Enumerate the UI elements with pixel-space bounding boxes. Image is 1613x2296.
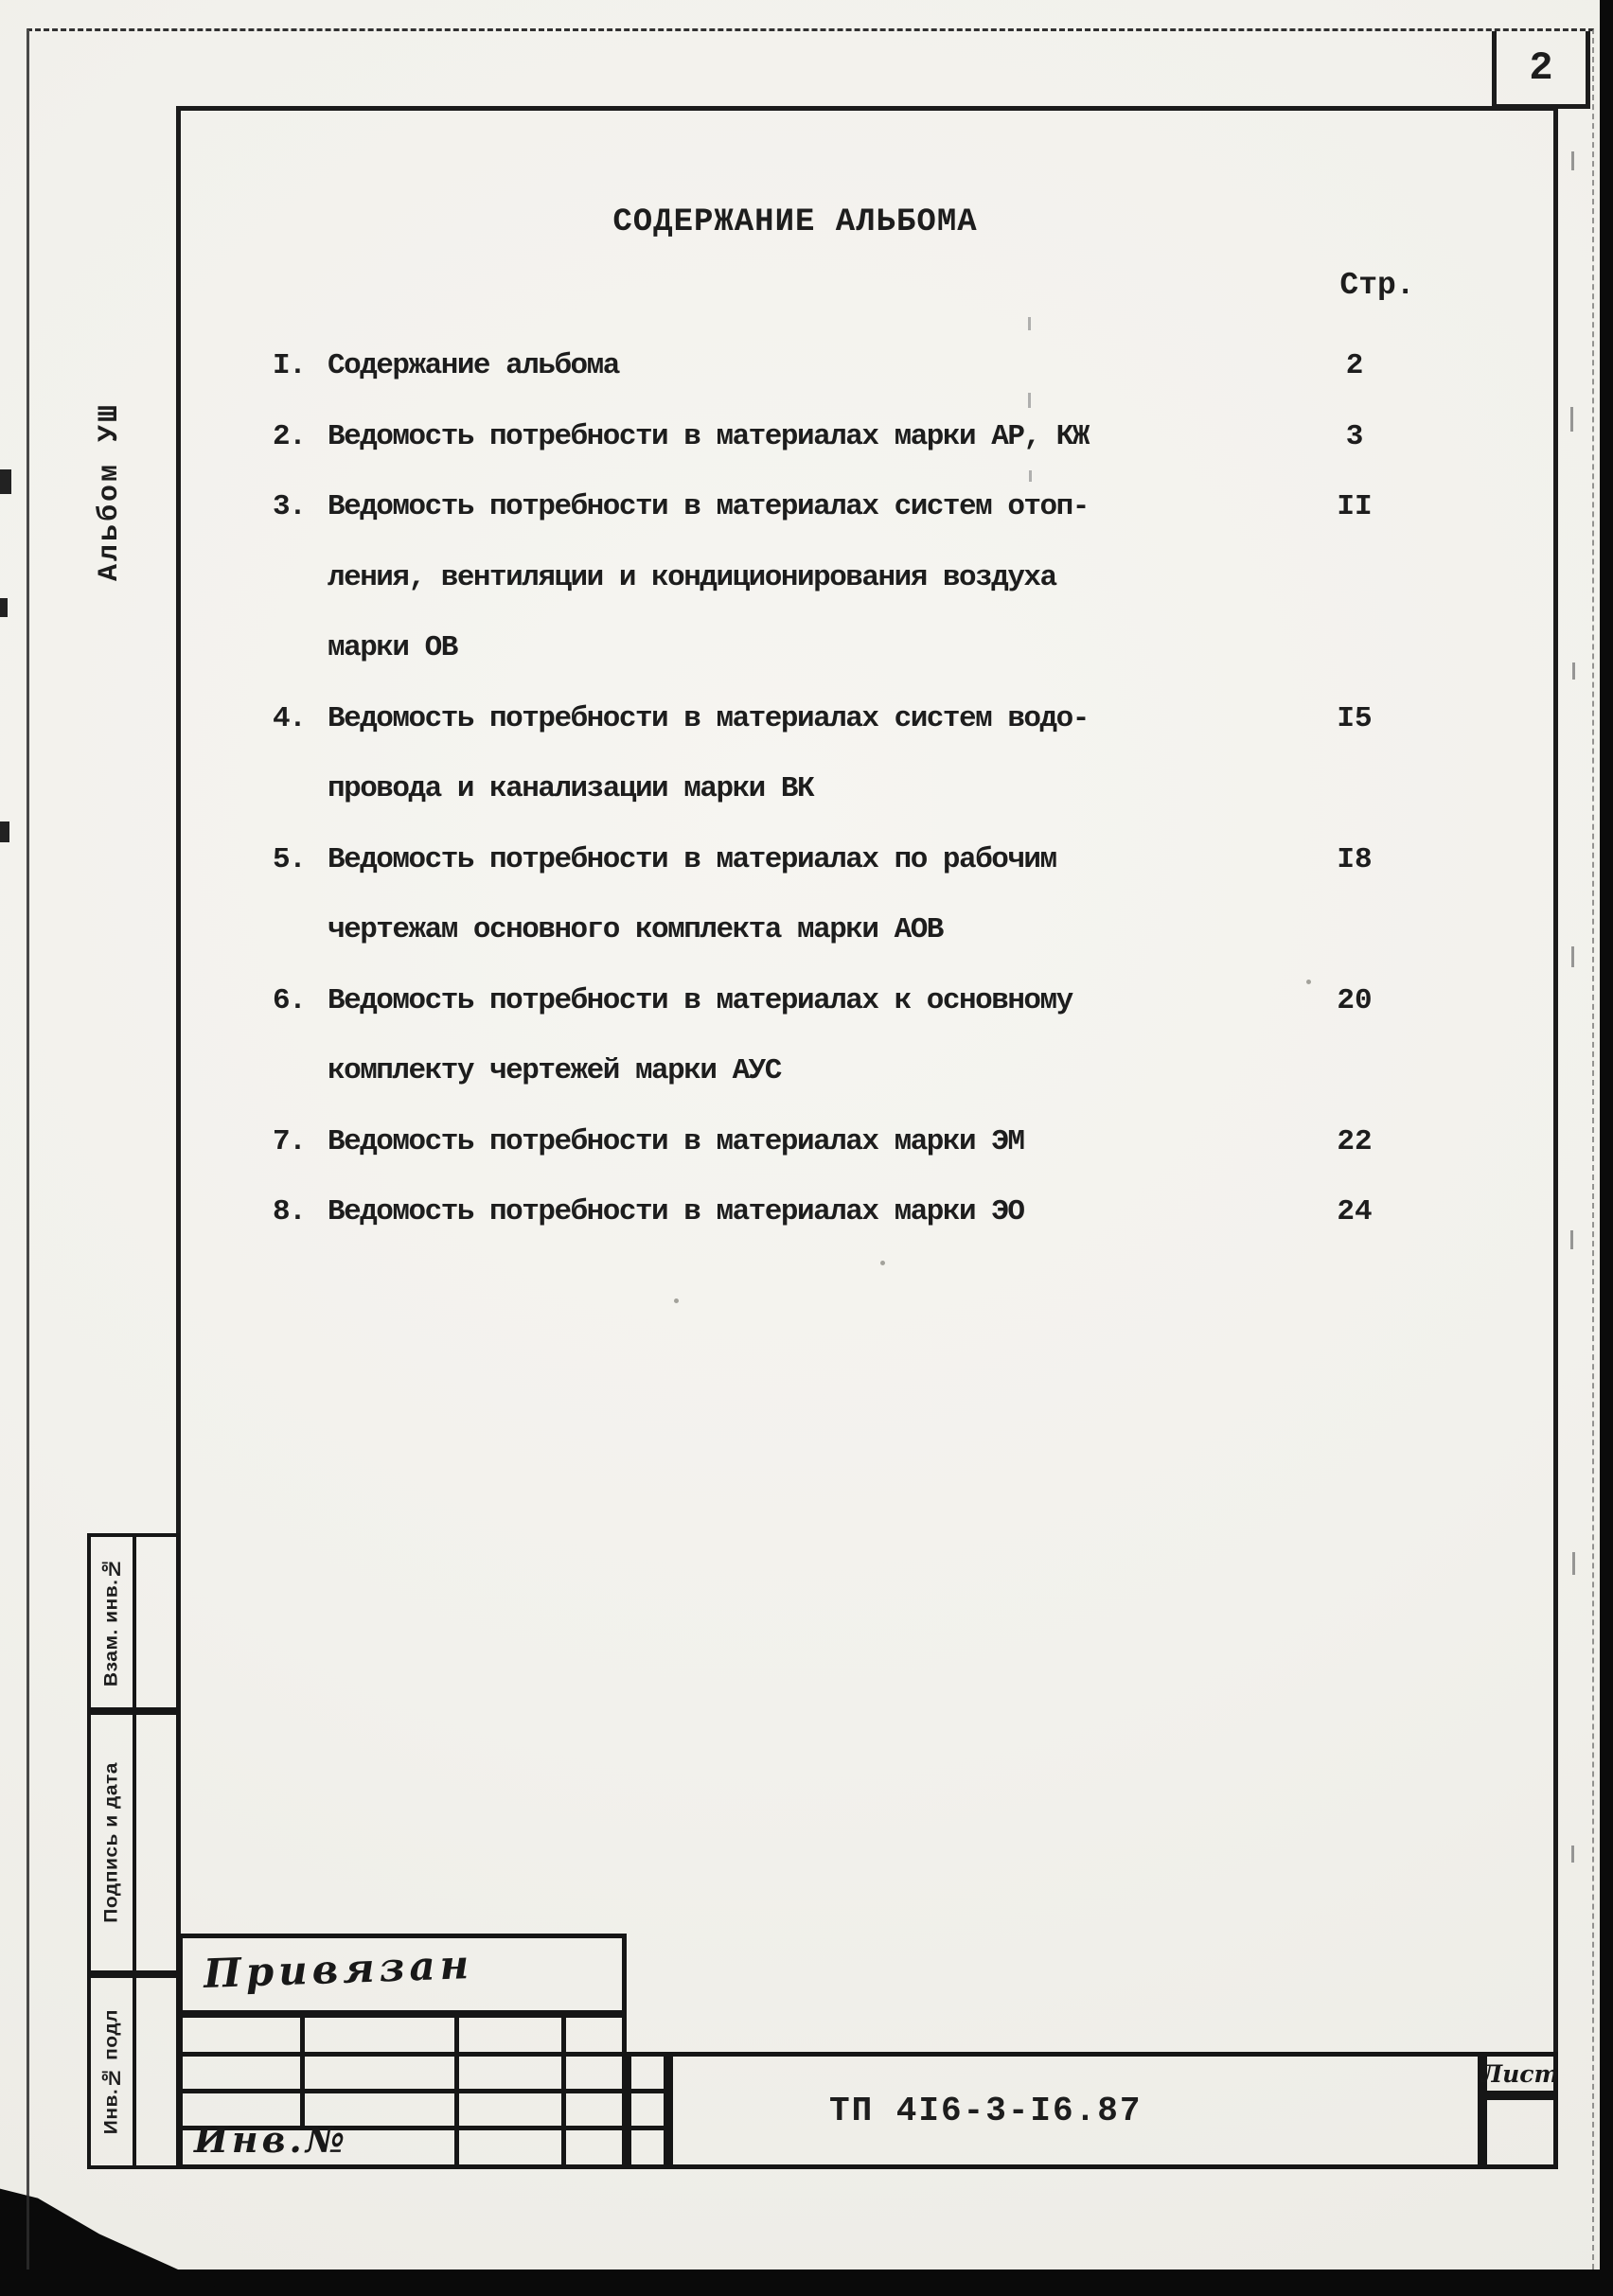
album-label-text: Альбом УШ bbox=[94, 402, 126, 582]
toc-item-number: 8. bbox=[273, 1195, 306, 1228]
toc-title: СОДЕРЖАНИЕ АЛЬБОМА bbox=[612, 204, 978, 240]
toc-item bbox=[273, 1177, 1446, 1248]
toc-item-line: комплекту чертежей марки АУС bbox=[328, 1054, 781, 1087]
toc-item-number: 4. bbox=[273, 701, 306, 735]
toc-item-text bbox=[328, 825, 1293, 966]
stamp-label: Взам. инв.№ bbox=[100, 1557, 122, 1687]
document-number-cell bbox=[668, 2052, 1482, 2169]
stamp-empty-cell bbox=[136, 1715, 176, 1970]
toc-item-page: 3 bbox=[1345, 419, 1364, 453]
toc-item-page: 2 bbox=[1345, 349, 1364, 382]
toc-item-number: 6. bbox=[273, 983, 306, 1017]
toc-item bbox=[273, 472, 1446, 684]
pinned-handwriting: Привязан bbox=[203, 1941, 475, 1997]
grid-line bbox=[631, 2089, 664, 2093]
toc-item-text bbox=[328, 1107, 1293, 1178]
toc-item bbox=[273, 825, 1446, 966]
stamp-label: Подпись и дата bbox=[100, 1762, 122, 1923]
toc-item-line: Ведомость потребности в материалах марки АР, КЖ bbox=[328, 419, 1089, 453]
grid-line bbox=[183, 2089, 622, 2093]
titleblock-pinned-cell bbox=[178, 1934, 627, 2015]
toc-item-text bbox=[328, 966, 1293, 1107]
stamp-empty-cell bbox=[136, 1978, 176, 2165]
scan-edge-mark bbox=[0, 821, 9, 842]
toc-item-line: Ведомость потребности в материалах систем отоп- bbox=[328, 490, 1089, 523]
toc-item-line: Ведомость потребности в материалах по рабочим bbox=[328, 842, 1056, 876]
toc-item-line: Содержание альбома bbox=[328, 349, 619, 382]
toc-item bbox=[273, 331, 1446, 402]
stamp-empty-cell bbox=[136, 1537, 176, 1707]
document-number: ТП 4I6-3-I6.87 bbox=[829, 2091, 1143, 2130]
toc-item-number: 7. bbox=[273, 1124, 306, 1158]
toc-item-page: II bbox=[1337, 490, 1373, 523]
stamp-box-vzam-inv bbox=[87, 1533, 180, 1711]
toc-item bbox=[273, 1107, 1446, 1178]
toc-item bbox=[273, 402, 1446, 473]
sheet-number-cell bbox=[1482, 2095, 1558, 2169]
toc-item-page: 22 bbox=[1337, 1124, 1373, 1158]
toc-item-line: провода и канализации марки ВК bbox=[328, 772, 814, 805]
toc-item-text bbox=[328, 1177, 1293, 1248]
toc-item-number: I. bbox=[273, 349, 306, 382]
toc-item-line: Ведомость потребности в материалах марки ЭМ bbox=[328, 1124, 1024, 1158]
page-number: 2 bbox=[1529, 44, 1553, 91]
grid-line bbox=[183, 2052, 622, 2057]
stamp-label-cell bbox=[91, 1715, 136, 1970]
toc-item-number: 2. bbox=[273, 419, 306, 453]
toc-item bbox=[273, 684, 1446, 825]
toc-item-line: марки ОВ bbox=[328, 631, 457, 664]
toc-item-text bbox=[328, 331, 1293, 402]
toc-item-number: 5. bbox=[273, 842, 306, 876]
album-label bbox=[85, 341, 134, 644]
toc-item-page: I8 bbox=[1337, 842, 1373, 876]
toc-item bbox=[273, 966, 1446, 1107]
toc-item-line: чертежам основного комплекта марки АОВ bbox=[328, 913, 943, 946]
toc-item-page: I5 bbox=[1337, 701, 1373, 735]
toc-item-line: Ведомость потребности в материалах к основному bbox=[328, 983, 1072, 1017]
scan-edge-mark bbox=[0, 598, 8, 617]
page-column-header: Стр. bbox=[1339, 268, 1415, 303]
scan-black-band-bottom bbox=[0, 2270, 1613, 2296]
sheet-label: Лист bbox=[1481, 2059, 1559, 2088]
toc-item-page: 24 bbox=[1337, 1195, 1373, 1228]
toc-item-line: Ведомость потребности в материалах марки ЭО bbox=[328, 1195, 1024, 1228]
inv-number-handwriting: Инв.№ bbox=[194, 2118, 349, 2161]
stamp-box-inv-podl bbox=[87, 1974, 180, 2169]
titleblock-narrow-column bbox=[627, 2052, 668, 2169]
sheet-label-cell bbox=[1482, 2052, 1558, 2095]
stamp-label: Инв.№ подл bbox=[100, 2008, 122, 2135]
stamp-label-cell bbox=[91, 1537, 136, 1707]
toc-item-text bbox=[328, 684, 1293, 825]
toc-item-text bbox=[328, 402, 1293, 473]
toc-item-page: 20 bbox=[1337, 983, 1373, 1017]
stamp-label-cell bbox=[91, 1978, 136, 2165]
toc-item-text bbox=[328, 472, 1293, 684]
scan-black-band-right bbox=[1600, 0, 1613, 2296]
toc-item-line: ления, вентиляции и кондиционирования воздуха bbox=[328, 560, 1056, 594]
page-number-box bbox=[1492, 31, 1590, 109]
scan-edge-mark bbox=[0, 469, 11, 494]
grid-line bbox=[300, 2018, 305, 2126]
toc-item-line: Ведомость потребности в материалах систем водо- bbox=[328, 701, 1089, 735]
toc-list bbox=[273, 331, 1446, 1248]
stamp-box-podpis-data bbox=[87, 1711, 180, 1974]
grid-line bbox=[631, 2126, 664, 2130]
titleblock-grid bbox=[178, 2013, 627, 2169]
toc-item-number: 3. bbox=[273, 490, 306, 523]
